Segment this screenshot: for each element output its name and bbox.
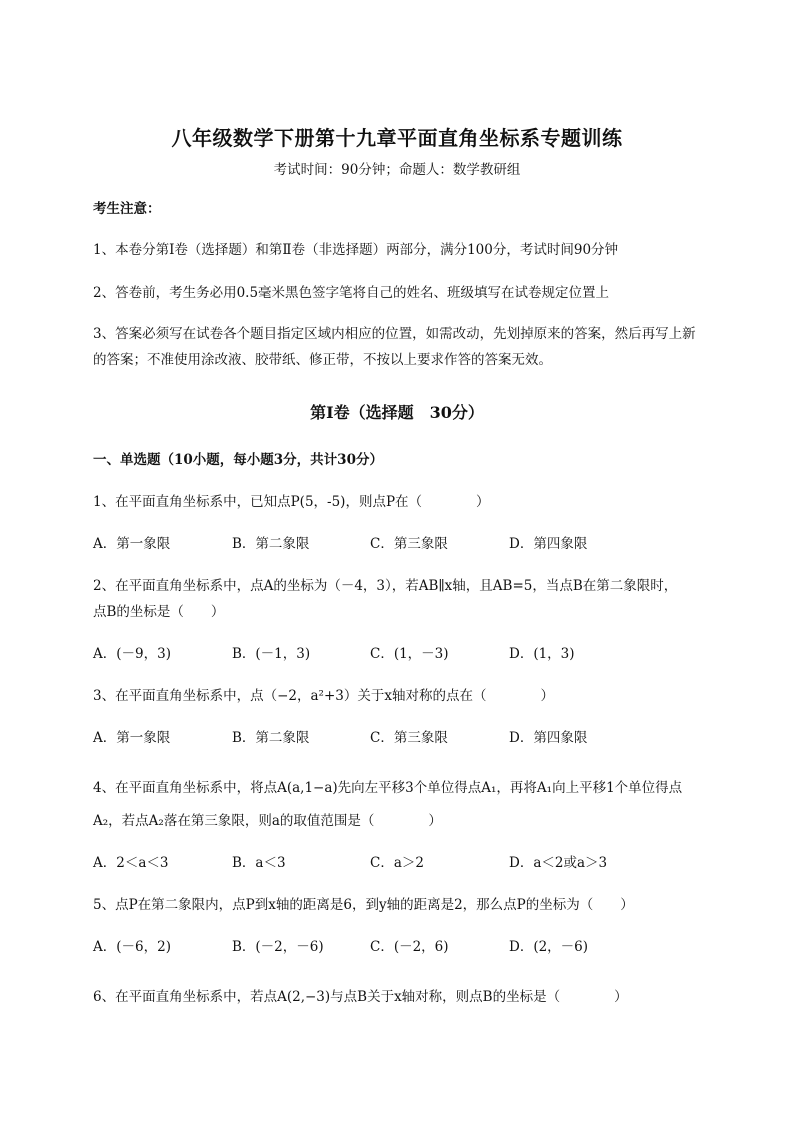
notice-heading: 考生注意： (93, 201, 161, 217)
notice-item-2: 2、答卷前，考生务必用0.5毫米黑色签字笔将自己的姓名、班级填写在试卷规定位置上 (93, 285, 610, 301)
question-1-stem: 1、在平面直角坐标系中，已知点P(5，-5)，则点P在（ ） (93, 494, 490, 510)
exam-title: 八年级数学下册第十九章平面直角坐标系专题训练 (171, 126, 623, 150)
question-2-option-c[interactable]: C．(1，－3) (370, 646, 449, 662)
question-5-option-b[interactable]: B．(－2，－6) (232, 939, 324, 955)
question-4-option-b[interactable]: B．a＜3 (232, 855, 286, 871)
question-5-option-c[interactable]: C．(－2，6) (370, 939, 449, 955)
notice-item-3-cont: 的答案；不准使用涂改液、胶带纸、修正带，不按以上要求作答的答案无效。 (93, 352, 552, 368)
question-2-options (93, 643, 753, 665)
question-1-option-a[interactable]: A．第一象限 (93, 536, 171, 552)
question-1-option-d[interactable]: D．第四象限 (509, 536, 588, 552)
question-2-option-d[interactable]: D．(1，3) (509, 646, 575, 662)
question-2-stem: 2、在平面直角坐标系中，点A的坐标为（－4，3），若AB∥x轴，且AB=5，当点B在第二象限时， (93, 578, 678, 594)
question-2-stem-cont: 点B的坐标是（ ） (93, 604, 225, 620)
question-5-option-d[interactable]: D．(2，－6) (509, 939, 589, 955)
question-1-option-c[interactable]: C．第三象限 (370, 536, 448, 552)
question-4-option-d[interactable]: D．a＜2或a＞3 (509, 855, 608, 871)
notice-item-3: 3、答案必须写在试卷各个题目指定区域内相应的位置，如需改动，先划掉原来的答案，然后再写上新 (93, 326, 696, 342)
question-4-stem: 4、在平面直角坐标系中，将点A(a,1−a)先向左平移3个单位得点A₁，再将A₁向上平移1个单位得点 (93, 780, 683, 796)
question-3-option-b[interactable]: B．第二象限 (232, 730, 310, 746)
question-5-options (93, 936, 753, 958)
question-3-option-d[interactable]: D．第四象限 (509, 730, 588, 746)
section-title: 第Ⅰ卷（选择题 30分） (310, 403, 484, 422)
question-5-stem: 5、点P在第二象限内，点P到x轴的距离是6，到y轴的距离是2，那么点P的坐标为（ ） (93, 897, 634, 913)
question-4-option-c[interactable]: C．a＞2 (370, 855, 424, 871)
question-3-stem: 3、在平面直角坐标系中，点（−2，a²+3）关于x轴对称的点在（ ） (93, 688, 554, 704)
part-heading: 一、单选题（10小题，每小题3分，共计30分） (93, 452, 383, 468)
question-2-option-b[interactable]: B．(－1，3) (232, 646, 311, 662)
question-6-stem: 6、在平面直角坐标系中，若点A(2,−3)与点B关于x轴对称，则点B的坐标是（ ） (93, 989, 628, 1005)
question-4-stem-cont: A₂，若点A₂落在第三象限，则a的取值范围是（ ） (93, 813, 442, 829)
notice-item-1: 1、本卷分第Ⅰ卷（选择题）和第Ⅱ卷（非选择题）两部分，满分100分，考试时间90分钟 (93, 242, 619, 258)
question-3-option-a[interactable]: A．第一象限 (93, 730, 171, 746)
question-2-option-a[interactable]: A．(－9，3) (93, 646, 171, 662)
question-4-options (93, 852, 753, 874)
question-5-option-a[interactable]: A．(－6，2) (93, 939, 171, 955)
question-4-option-a[interactable]: A．2＜a＜3 (93, 855, 169, 871)
question-3-options (93, 727, 753, 749)
exam-subtitle: 考试时间：90分钟；命题人：数学教研组 (273, 162, 521, 178)
question-1-option-b[interactable]: B．第二象限 (232, 536, 310, 552)
question-1-options (93, 533, 753, 555)
question-3-option-c[interactable]: C．第三象限 (370, 730, 448, 746)
